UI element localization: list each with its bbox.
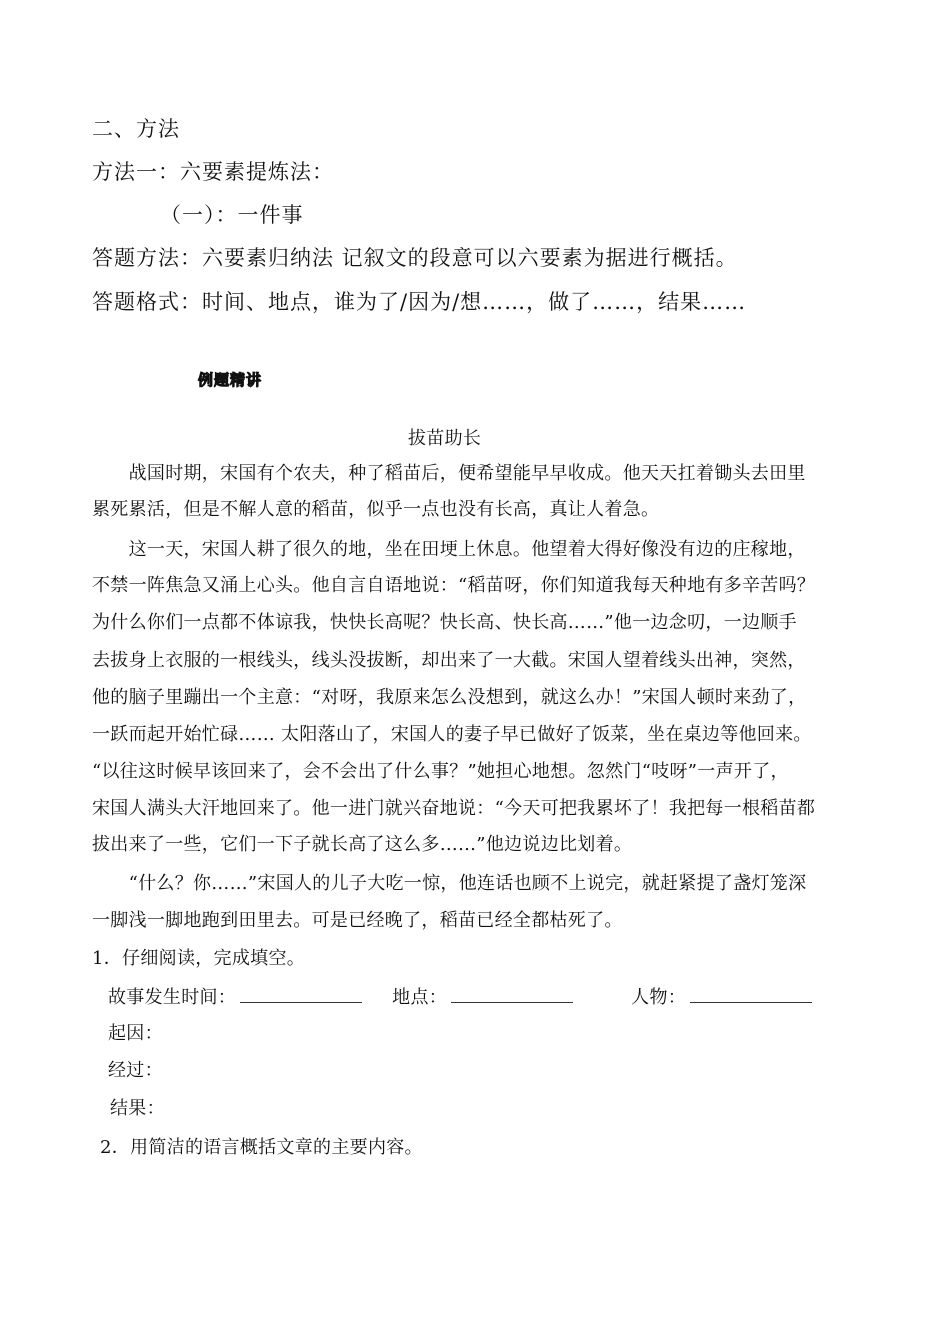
story-line: 这一天，宋国人耕了很久的地，坐在田埂上休息。他望着大得好像没有边的庄稼地， <box>92 539 806 560</box>
person-blank[interactable] <box>690 988 812 1003</box>
method-heading: 二、方法 <box>92 117 180 141</box>
cause-label: 起因： <box>108 1023 163 1044</box>
example-tag: 例题精讲 <box>198 371 263 389</box>
result-label: 结果： <box>110 1098 165 1119</box>
question-1: 1．仔细阅读，完成填空。 <box>92 948 306 969</box>
place-label: 地点： <box>392 987 448 1008</box>
story-line: 一脚浅一脚地跑到田里去。可是已经晚了，稻苗已经全都枯死了。 <box>92 910 623 931</box>
time-blank[interactable] <box>240 988 362 1003</box>
story-line: 战国时期，宋国有个农夫，种了稻苗后，便希望能早早收成。他天天扛着锄头去田里 <box>92 463 806 484</box>
story-line: “什么？你……”宋国人的儿子大吃一惊，他连话也顾不上说完，就赶紧提了盏灯笼深 <box>92 873 807 894</box>
story-line: 他的脑子里蹦出一个主意：“对呀，我原来怎么没想到，就这么办！”宋国人顿时来劲了， <box>92 687 807 708</box>
story-line: 累死累活，但是不解人意的稻苗，似乎一点也没有长高，真让人着急。 <box>92 499 660 520</box>
time-label: 故事发生时间： <box>108 987 237 1008</box>
question-2: 2．用简洁的语言概括文章的主要内容。 <box>100 1137 423 1158</box>
answer-format: 答题格式：时间、地点，谁为了/因为/想……，做了……，结果…… <box>92 290 747 314</box>
answer-approach: 答题方法：六要素归纳法 记叙文的段意可以六要素为据进行概括。 <box>92 246 738 270</box>
story-line: 为什么你们一点都不体谅我，快快长高呢？快长高、快长高……”他一边念叨，一边顺手 <box>92 612 797 633</box>
story-line: “以往这时候早该回来了，会不会出了什么事？”她担心地想。忽然门“吱呀”一声开了， <box>92 761 789 782</box>
story-line: 去拔身上衣服的一根线头，线头没拔断，却出来了一大截。宋国人望着线头出神，突然， <box>92 650 806 671</box>
story-line: 不禁一阵焦急又涌上心头。他自言自语地说：“稻苗呀，你们知道我每天种地有多辛苦吗？ <box>92 575 816 596</box>
process-label: 经过： <box>108 1060 163 1081</box>
fill-row <box>108 983 812 1009</box>
place-blank[interactable] <box>451 988 573 1003</box>
story-title: 拔苗助长 <box>408 428 482 449</box>
story-line: 一跃而起开始忙碌…… 太阳落山了，宋国人的妻子早已做好了饭菜，坐在桌边等他回来。 <box>92 724 812 745</box>
story-line: 宋国人满头大汗地回来了。他一进门就兴奋地说：“今天可把我累坏了！我把每一根稻苗都 <box>92 798 816 819</box>
story-line: 拔出来了一些，它们一下子就长高了这么多……”他边说边比划着。 <box>92 834 633 855</box>
person-label: 人物： <box>631 987 687 1008</box>
method-sub-title: （一）：一件事 <box>160 203 304 227</box>
method-one-title: 方法一：六要素提炼法： <box>92 160 334 184</box>
